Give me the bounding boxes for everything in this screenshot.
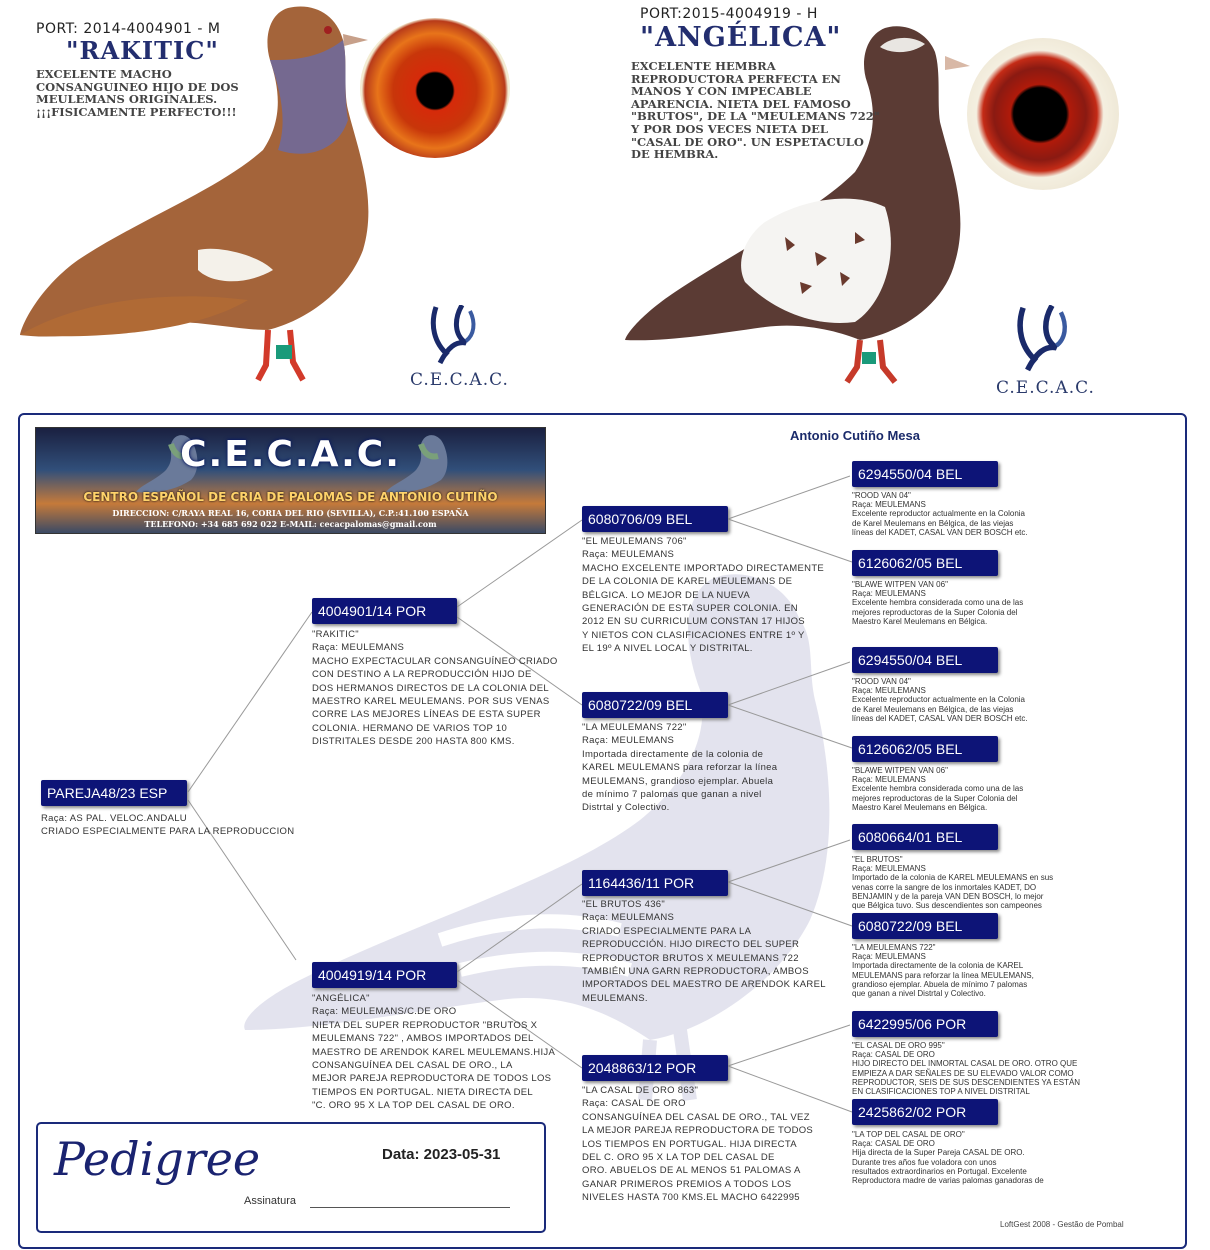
pedigree-box-ggp-1[interactable]: 6294550/04 BEL [852, 461, 998, 487]
signature-line[interactable] [310, 1207, 510, 1208]
pedigree-logo-text: Pedigree [54, 1132, 261, 1186]
dam-info: "ANGÉLICA" Raça: MEULEMANS/C.DE ORO NIETA DEL SUPER REPRODUCTOR "BRUTOS X MEULEMANS 722" , AMBOS IMPORTADOS DEL MAESTRO DE ARENDOK KAREL MEULEMANS.HIJA CONSANGUÍNEA DEL CASAL DE ORO., LA MEJOR PAREJA REPRODUCTORA DE TODOS LOS TIEMPOS EN PORTUGAL. NIETA DIRECTA DEL "C. ORO 95 X LA TOP DEL CASAL DE ORO. [312, 993, 556, 1112]
ggp-3-info: "ROOD VAN 04" Raça: MEULEMANS Excelente reproductor actualmente en la Colonia de Karel Meulemans en Bélgica, de las viejas líneas del KADET, CASAL VAN DER BOSCH etc. [852, 677, 1028, 723]
banner-title: C.E.C.A.C. [180, 434, 401, 475]
banner-address: DIRECCION: C/RAYA REAL 16, CORIA DEL RIO (SEVILLA), C.P.:41.100 ESPAÑA [112, 508, 469, 518]
angelica-description: EXCELENTE HEMBRA REPRODUCTORA PERFECTA EN MANOS Y CON IMPECABLE APARENCIA. NIETA DEL FAMOSO "BRUTOS", DE LA "MEULEMANS 722" Y POR DOS VECES NIETA DEL "CASAL DE ORO". UN ESPETACULO DE HEMBRA. [631, 59, 880, 162]
ggp-7-info: "EL CASAL DE ORO 995" Raça: CASAL DE ORO HIJO DIRECTO DEL INMORTAL CASAL DE ORO. OTRO QUE EMPIEZA A DAR SEÑALES DE SU ELEVADO VALOR COMO REPRODUCTOR, SEIS DE SUS DESCENDIENTES YA ESTÁN EN CLASIFICACIONES TOP A NIVEL DISTRITAL [852, 1041, 1081, 1097]
angelica-title: "ANGÉLICA" [640, 22, 842, 53]
rakitic-title: "RAKITIC" [66, 36, 219, 65]
banner-phone: TELEFONO: +34 685 692 022 E-MAIL: cecacpalomas@gmail.com [144, 519, 437, 529]
cecac-logo-left: C.E.C.A.C. [410, 370, 509, 390]
signature-label: Assinatura [244, 1195, 296, 1207]
pedigree-box-grandparent-3[interactable]: 1164436/11 POR [582, 870, 728, 896]
pedigree-signature-box [36, 1122, 546, 1233]
grandparent-3-info: "EL BRUTOS 436" Raça: MEULEMANS CRIADO ESPECIALMENTE PARA LA REPRODUCCIÓN. HIJO DIRECTO DEL SUPER REPRODUCTOR BRUTOS X MEULEMANS 722 TAMBIÉN UNA GARN REPRODUCTORA, AMBOS IMPORTADOS DEL MAESTRO DE ARENDOK KAREL MEULEMANS. [582, 899, 826, 1004]
pedigree-box-ggp-3[interactable]: 6294550/04 BEL [852, 647, 998, 673]
ggp-5-info: "EL BRUTOS" Raça: MEULEMANS Importado de la colonia de KAREL MEULEMANS en sus venas corre la sangre de los inmortales KADET, DO BENJAMIN y de la pareja VAN DEN BOSCH, lo mejor que Bélgica tuvo. Sus descendientes son campeones [852, 855, 1054, 911]
pedigree-box-grandparent-2[interactable]: 6080722/09 BEL [582, 692, 728, 718]
angelica-port: PORT:2015-4004919 - H [640, 6, 818, 22]
pedigree-box-grandparent-1[interactable]: 6080706/09 BEL [582, 506, 728, 532]
banner-subtitle: CENTRO ESPAÑOL DE CRIA DE PALOMAS DE ANTONIO CUTIÑO [83, 490, 498, 504]
pedigree-box-ggp-8[interactable]: 2425862/02 POR [852, 1099, 998, 1125]
pedigree-box-dam[interactable]: 4004919/14 POR [312, 962, 457, 988]
ggp-4-info: "BLAWE WITPEN VAN 06" Raça: MEULEMANS Excelente hembra considerada como una de las mejores reproductoras de la Super Colonia del Maestro Karel Meulemans en Bélgica. [852, 766, 1024, 812]
rakitic-port: PORT: 2014-4004901 - M [36, 21, 221, 37]
software-footer: LoftGest 2008 - Gestão de Pombal [1000, 1220, 1124, 1229]
grandparent-4-info: "LA CASAL DE ORO 863" Raça: CASAL DE ORO CONSANGUÍNEA DEL CASAL DE ORO., TAL VEZ LA MEJOR PAREJA REPRODUCTORA DE TODOS LOS TIEMPOS EN PORTUGAL. HIJA DIRECTA DEL C. ORO 95 X LA TOP DEL CASAL DE ORO. ABUELOS DE AL MENOS 51 PALOMAS A GANAR PRIMEROS PREMIOS A TODOS LOS NIVELES HASTA 700 KMS.EL MACHO 6422995 [582, 1085, 814, 1204]
sire-info: "RAKITIC" Raça: MEULEMANS MACHO EXPECTACULAR CONSANGUÍNEO CRIADO CON DESTINO A LA REPRODUCCIÓN HIJO DE DOS HERMANOS DIRECTOS DE LA COLONIA DEL MAESTRO KAREL MEULEMANS. POR SUS VENAS CORRE LAS MEJORES LÍNEAS DE ESTA SUPER COLONIA. HERMANO DE VARIOS TOP 10 DISTRITALES DESDE 200 HASTA 800 KMS. [312, 629, 558, 748]
ggp-1-info: "ROOD VAN 04" Raça: MEULEMANS Excelente reproductor actualmente en la Colonia de Karel Meulemans en Bélgica, de las viejas líneas del KADET, CASAL VAN DER BOSCH etc. [852, 491, 1028, 537]
pedigree-box-ggp-2[interactable]: 6126062/05 BEL [852, 550, 998, 576]
pedigree-box-subject[interactable]: PAREJA48/23 ESP [41, 780, 187, 806]
pedigree-date: Data: 2023-05-31 [382, 1146, 501, 1163]
pedigree-box-grandparent-4[interactable]: 2048863/12 POR [582, 1055, 728, 1081]
cecac-logo-right: C.E.C.A.C. [996, 378, 1095, 398]
pedigree-box-ggp-6[interactable]: 6080722/09 BEL [852, 913, 998, 939]
pedigree-box-ggp-4[interactable]: 6126062/05 BEL [852, 736, 998, 762]
pedigree-box-sire[interactable]: 4004901/14 POR [312, 598, 457, 624]
grandparent-2-info: "LA MEULEMANS 722" Raça: MEULEMANS Importada directamente de la colonia de KAREL MEULEMANS para reforzar la línea MEULEMANS, grandioso ejemplar. Abuela de mínimo 7 palomas que ganan a nivel Distrtal y Colectivo. [582, 722, 778, 814]
owner-name: Antonio Cutiño Mesa [790, 428, 920, 443]
ggp-2-info: "BLAWE WITPEN VAN 06" Raça: MEULEMANS Excelente hembra considerada como una de las mejores reproductoras de la Super Colonia del Maestro Karel Meulemans en Bélgica. [852, 580, 1024, 626]
ggp-6-info: "LA MEULEMANS 722" Raça: MEULEMANS Importada directamente de la colonia de KAREL MEULEMANS para reforzar la línea MEULEMANS, grandioso ejemplar. Abuela de mínimo 7 palomas que ganan a nivel Distrtal y Colectivo. [852, 943, 1034, 999]
pedigree-box-ggp-7[interactable]: 6422995/06 POR [852, 1011, 998, 1037]
grandparent-1-info: "EL MEULEMANS 706" Raça: MEULEMANS MACHO EXCELENTE IMPORTADO DIRECTAMENTE DE LA COLONIA DE KAREL MEULEMANS DE BÉLGICA. LO MEJOR DE LA NUEVA GENERACIÓN DE ESTA SUPER COLONIA. EN 2012 EN SU CURRICULUM CONSTAN 17 HIJOS Y NIETOS CON CLASIFICACIONES ENTRE 1º Y EL 19º A NIVEL LOCAL Y DISTRITAL. [582, 536, 825, 655]
subject-info: Raça: AS PAL. VELOC.ANDALU CRIADO ESPECIALMENTE PARA LA REPRODUCCION [41, 813, 295, 838]
pedigree-box-ggp-5[interactable]: 6080664/01 BEL [852, 824, 998, 850]
ggp-8-info: "LA TOP DEL CASAL DE ORO" Raça: CASAL DE ORO Hija directa de la Super Pareja CASAL DE ORO. Durante tres años fue voladora con unos resultados extraordinarios en Portugal. Excelente Reproductora madre de varias palomas ganadoras de [852, 1130, 1044, 1186]
rakitic-description: EXCELENTE MACHO CONSANGUINEO HIJO DE DOS MEULEMANS ORIGINALES. ¡¡¡FISICAMENTE PERFECTO!!! [36, 67, 239, 119]
